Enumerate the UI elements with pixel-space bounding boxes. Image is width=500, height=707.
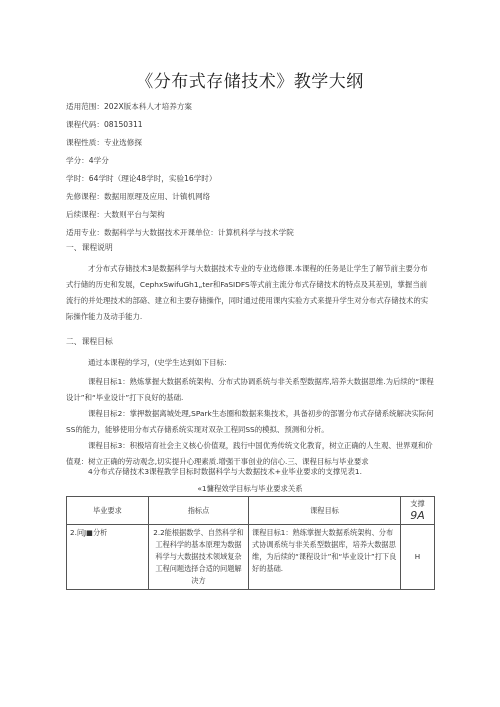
objectives-intro: 通过本课程的学习，(史学生达到如下目标： [88, 358, 232, 367]
table-header-row [67, 497, 435, 525]
objectives-table [66, 496, 435, 590]
support-statement: 4分布式存储技术3课程教学目标时数据科学与大数据技术+业毕业要求的支撑见表1. [88, 467, 362, 476]
cell-indicator: 2.2能根据数学、自然科学和工程科学的基本原理为数据科学与大数据技术领域复杂工程问题选择合适的问题解决方 [149, 525, 249, 590]
objective-1: 课程目标1：熟炼掌握大数据系统架构、分布式协调系统与非关系型数据库,培养大数据思维.为后续的“课程设计”和“毕业设计”打下良好的基础. [66, 377, 434, 402]
meta-credits: 学分：4学分 [66, 156, 109, 165]
cell-course-goal: 课程目标1：熟练掌握大数据系统架构、分布式协调系统与非关系型数据库，培养大数据思维，为后续的“课程设计”和“毕业设计”打下良好的基础. [249, 525, 401, 590]
section-heading-objectives: 二、课程目标 [66, 337, 113, 346]
meta-hours: 学时：64学时（理论48学时，实验16学时） [66, 174, 217, 183]
course-description: 才分布式存储技术3是数据科学与大数据技术专业的专业选修课.本课程的任务是让学生了解节前主要分布式行储的历史和发展，CephxSwifuGh1„ter和FaSIDFS等式前主流分布式存储技术的特点及其差别，掌握当前流行的并处理技术的部硌、建立和主要存储操作，同时通过使用课内实验方式来提升学生对分布式存储技术的实际操作能力及动手能力. [66, 264, 429, 321]
meta-code: 课程代码：08150311 [66, 120, 143, 129]
objective-3: 课程目标3：积极培育社会主义核心价值观，践行中国优秀传统文化教育，树立正确的人生观、世界观和价值观：树立正确的劳动观念,切实提升心理素质.增强干事创业的信心.三、课程目标与毕业要求 [66, 441, 433, 466]
header-support [401, 497, 435, 525]
course-info-list [66, 98, 294, 242]
meta-followup: 后续课程：大数则平台与架构 [66, 210, 165, 219]
header-indicator: 指标点 [149, 497, 249, 525]
meta-prerequisites: 先修课程：数据用原理及应用、计镇机网络 [66, 192, 211, 201]
meta-scope: 适用范围：202X版本科人才培养方案 [66, 102, 193, 111]
table-caption: «1慵程效学目标与毕业要求关系 [197, 484, 303, 493]
header-course-goal: 课程目标 [249, 497, 401, 525]
header-support-code: 9A [410, 509, 425, 522]
cell-graduation-req: 2.问J■分析 [67, 525, 149, 590]
meta-major: 适用专业：数据科学与大数据技术开课单位：计算机科学与技术学院 [66, 228, 294, 237]
section-heading-description: 一、课程说明 [66, 243, 113, 252]
header-support-label: 支撑 [410, 499, 425, 508]
cell-support-level: H [401, 525, 435, 590]
header-graduation-req: 毕业要求 [67, 497, 149, 525]
table-row [67, 525, 435, 590]
objective-2: 课程目标2：掌押数据离城处理,SPark生态圈和数据来集技术，具备初步的部署分布式存储系统解决实际何SS的能力，能够使用分布式存储系统实现对双杂工程同SS的模拟、预测和分析。 [66, 409, 434, 434]
document-title: 《分布式存储技术》教学大纲 [136, 72, 364, 92]
meta-nature: 课程性质：专业选修探 [66, 138, 142, 147]
